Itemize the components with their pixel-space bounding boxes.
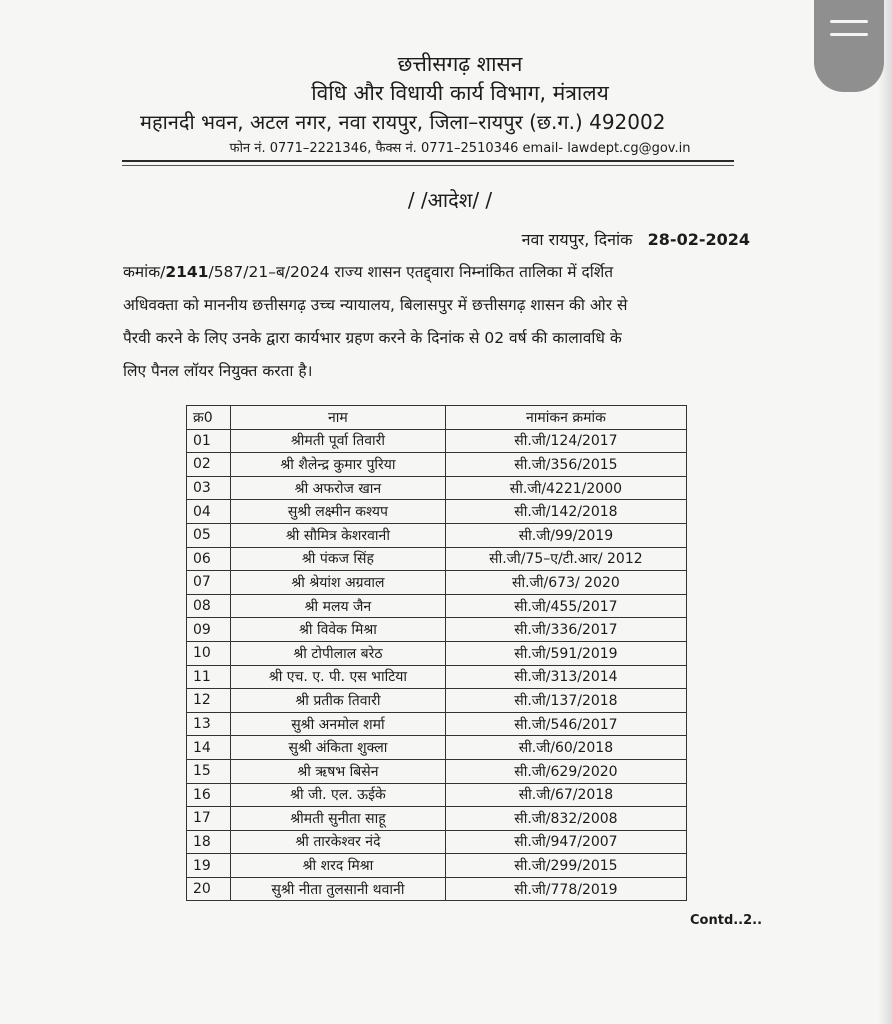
cell-name: श्री टोपीलाल बरेठ [231,641,446,665]
table-row [187,594,687,618]
cell-enrollment: सी.जी/60/2018 [445,736,686,760]
cell-name: श्री ऋषभ बिसेन [231,759,446,783]
table-row [187,523,687,547]
header-department: विधि और विधायी कार्य विभाग, मंत्रालय [311,81,609,105]
cell-serial: 08 [187,594,231,618]
cell-name: श्री जी. एल. ऊईके [231,783,446,807]
cell-enrollment: सी.जी/546/2017 [445,712,686,736]
cell-name: श्री प्रतीक तिवारी [231,689,446,713]
cell-serial: 20 [187,877,231,901]
header-govt: छत्तीसगढ़ शासन [397,52,523,76]
order-line-1-rest: /587/21–ब/2024 राज्य शासन एतद्द्वारा निम्नांकित तालिका में दर्शित [208,263,614,281]
cell-name: श्री एच. ए. पी. एस भाटिया [231,665,446,689]
menu-icon [830,20,868,23]
order-prefix: कमांक/ [123,263,166,281]
table-row [187,571,687,595]
cell-name: श्रीमती पूर्वा तिवारी [231,429,446,453]
table-row [187,759,687,783]
paragraph-line-1 [123,256,753,289]
cell-name: श्रीमती सुनीता साहू [231,807,446,831]
date-line [470,228,750,250]
cell-serial: 01 [187,429,231,453]
cell-enrollment: सी.जी/299/2015 [445,854,686,878]
cell-enrollment: सी.जी/124/2017 [445,429,686,453]
table-row [187,736,687,760]
date-place: नवा रायपुर, दिनांक [521,230,633,249]
table-row [187,665,687,689]
cell-enrollment: सी.जी/336/2017 [445,618,686,642]
cell-enrollment: सी.जी/455/2017 [445,594,686,618]
order-title: / /आदेश/ / [407,188,493,212]
table-row [187,783,687,807]
cell-name: श्री अफरोज खान [231,476,446,500]
cell-serial: 17 [187,807,231,831]
table-row [187,807,687,831]
paragraph-line-2: अधिवक्ता को माननीय छत्तीसगढ़ उच्च न्यायालय, बिलासपुर में छत्तीसगढ़ शासन की ओर से [123,296,628,314]
menu-button[interactable] [814,0,884,92]
cell-enrollment: सी.जी/142/2018 [445,500,686,524]
header-rule-thin [122,165,734,166]
continued-note: Contd..2.. [690,913,763,928]
cell-name: सुश्री अंकिता शुक्ला [231,736,446,760]
cell-serial: 07 [187,571,231,595]
menu-icon-line [830,33,868,36]
cell-serial: 06 [187,547,231,571]
cell-name: श्री विवेक मिश्रा [231,618,446,642]
cell-enrollment: सी.जी/313/2014 [445,665,686,689]
table-row [187,689,687,713]
cell-serial: 15 [187,759,231,783]
cell-name: श्री शैलेन्द्र कुमार पुरिया [231,453,446,477]
cell-serial: 13 [187,712,231,736]
cell-enrollment: सी.जी/137/2018 [445,689,686,713]
col-serial-header: क्र0 [187,406,231,430]
cell-name: श्री श्रेयांश अग्रवाल [231,571,446,595]
table-row [187,641,687,665]
col-enrollment-header: नामांकन क्रमांक [445,406,686,430]
cell-name: श्री सौमित्र केशरवानी [231,523,446,547]
table-row [187,854,687,878]
table-row [187,453,687,477]
col-name-header: नाम [231,406,446,430]
cell-enrollment: सी.जी/591/2019 [445,641,686,665]
cell-name: श्री तारकेश्वर नंदे [231,830,446,854]
cell-serial: 18 [187,830,231,854]
header-address: महानदी भवन, अटल नगर, नवा रायपुर, जिला–रायपुर (छ.ग.) 492002 [140,110,666,134]
cell-enrollment: सी.जी/99/2019 [445,523,686,547]
cell-enrollment: सी.जी/4221/2000 [445,476,686,500]
cell-serial: 04 [187,500,231,524]
cell-serial: 19 [187,854,231,878]
order-number: 2141 [165,263,209,281]
paragraph-line-3: पैरवी करने के लिए उनके द्वारा कार्यभार ग्रहण करने के दिनांक से 02 वर्ष की कालावधि के [123,329,622,347]
cell-name: सुश्री नीता तुलसानी थवानी [231,877,446,901]
cell-enrollment: सी.जी/673/ 2020 [445,571,686,595]
table-row [187,830,687,854]
cell-serial: 11 [187,665,231,689]
date-value: 28-02-2024 [647,230,750,249]
cell-serial: 16 [187,783,231,807]
cell-name: सुश्री अनमोल शर्मा [231,712,446,736]
cell-name: श्री शरद मिश्रा [231,854,446,878]
table-row [187,429,687,453]
header-contact: फोन नं. 0771–2221346, फैक्स नं. 0771–2510346 email- lawdept.cg@gov.in [229,141,691,156]
cell-serial: 02 [187,453,231,477]
table-row [187,500,687,524]
cell-enrollment: सी.जी/832/2008 [445,807,686,831]
table-row [187,618,687,642]
advocate-table [186,405,687,901]
cell-name: श्री पंकज सिंह [231,547,446,571]
table-row [187,712,687,736]
cell-serial: 14 [187,736,231,760]
cell-enrollment: सी.जी/67/2018 [445,783,686,807]
header-rule [122,160,734,162]
paragraph-line-4: लिए पैनल लॉयर नियुक्त करता है। [123,362,313,380]
cell-serial: 03 [187,476,231,500]
cell-serial: 10 [187,641,231,665]
table-row [187,877,687,901]
cell-enrollment: सी.जी/947/2007 [445,830,686,854]
cell-name: श्री मलय जैन [231,594,446,618]
page-edge-shadow [878,0,892,1024]
cell-name: सुश्री लक्ष्मीन कश्यप [231,500,446,524]
table-header-row [187,406,687,430]
order-paragraph [123,256,753,388]
table-row [187,476,687,500]
cell-enrollment: सी.जी/629/2020 [445,759,686,783]
cell-serial: 05 [187,523,231,547]
cell-serial: 12 [187,689,231,713]
cell-serial: 09 [187,618,231,642]
cell-enrollment: सी.जी/75–ए/टी.आर/ 2012 [445,547,686,571]
cell-enrollment: सी.जी/356/2015 [445,453,686,477]
cell-enrollment: सी.जी/778/2019 [445,877,686,901]
table-row [187,547,687,571]
